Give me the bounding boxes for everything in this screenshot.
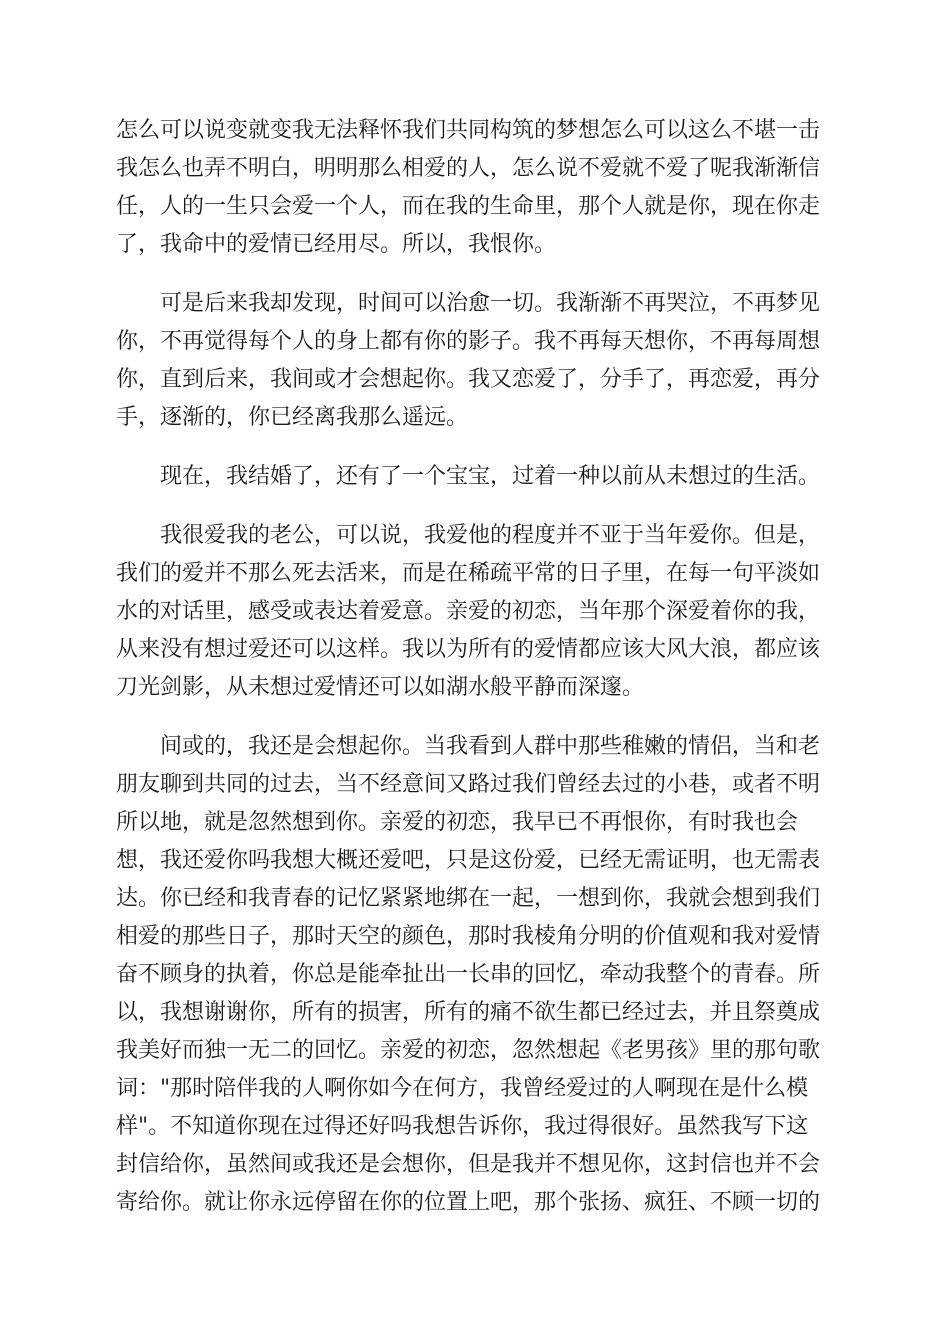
paragraph-spacer: [116, 264, 836, 285]
text-line: 寄给你。就让你永远停留在你的位置上吧，那个张扬、疯狂、不顾一切的: [116, 1190, 821, 1215]
text-line: 我很爱我的老公，可以说，我爱他的程度并不亚于当年爱你。但是，: [160, 523, 821, 548]
paragraph-spacer: [116, 496, 836, 517]
text-line: 封信给你，虽然间或我还是会想你，但是我并不想见你，这封信也并不会: [116, 1152, 821, 1177]
text-line: 我美好而独一无二的回忆。亲爱的初恋，忽然想起《老男孩》里的那句歌: [116, 1038, 821, 1063]
document-body: [116, 112, 836, 1222]
text-line: 间或的，我还是会想起你。当我看到人群中那些稚嫩的情侣，当和老: [160, 734, 821, 759]
text-line: 现在，我结婚了，还有了一个宝宝，过着一种以前从未想过的生活。: [160, 464, 821, 489]
paragraph-spacer: [116, 707, 836, 728]
text-line: 达。你已经和我青春的记忆紧紧地绑在一起，一想到你，我就会想到我们: [116, 886, 821, 911]
text-line: 任，人的一生只会爱一个人，而在我的生命里，那个人就是你，现在你走: [116, 194, 821, 219]
text-line: 你，直到后来，我间或才会想起你。我又恋爱了，分手了，再恋爱，再分: [116, 367, 821, 392]
text-line: 以，我想谢谢你，所有的损害，所有的痛不欲生都已经过去，并且祭奠成: [116, 1000, 821, 1025]
paragraph-4: [116, 517, 836, 707]
text-line: 手，逐渐的，你已经离我那么遥远。: [116, 405, 469, 430]
text-line: 我们的爱并不那么死去活来，而是在稀疏平常的日子里，在每一句平淡如: [116, 561, 821, 586]
paragraph-3: [116, 458, 836, 496]
text-line: 可是后来我却发现，时间可以治愈一切。我渐渐不再哭泣，不再梦见: [160, 291, 821, 316]
text-line: 你，不再觉得每个人的身上都有你的影子。我不再每天想你，不再每周想: [116, 329, 821, 354]
text-line: 奋不顾身的执着，你总是能牵扯出一长串的回忆，牵动我整个的青春。所: [116, 962, 821, 987]
text-line: 所以地，就是忽然想到你。亲爱的初恋，我早已不再恨你，有时我也会: [116, 810, 799, 835]
text-line: 刀光剑影，从未想过爱情还可以如湖水般平静而深邃。: [116, 675, 645, 700]
text-line: 水的对话里，感受或表达着爱意。亲爱的初恋，当年那个深爱着你的我，: [116, 599, 821, 624]
paragraph-spacer: [116, 437, 836, 458]
text-line: 样"。不知道你现在过得还好吗我想告诉你，我过得很好。虽然我写下这: [116, 1114, 809, 1139]
paragraph-5: [116, 728, 836, 1222]
text-line: 了，我命中的爱情已经用尽。所以，我恨你。: [116, 232, 557, 257]
text-line: 想，我还爱你吗我想大概还爱吧，只是这份爱，已经无需证明，也无需表: [116, 848, 821, 873]
paragraph-1: [116, 112, 836, 264]
text-line: 相爱的那些日子，那时天空的颜色，那时我棱角分明的价值观和我对爱情: [116, 924, 821, 949]
text-line: 从来没有想过爱还可以这样。我以为所有的爱情都应该大风大浪，都应该: [116, 637, 821, 662]
text-line: 朋友聊到共同的过去，当不经意间又路过我们曾经去过的小巷，或者不明: [116, 772, 821, 797]
paragraph-2: [116, 285, 836, 437]
text-line: 我怎么也弄不明白，明明那么相爱的人，怎么说不爱就不爱了呢我渐渐信: [116, 156, 821, 181]
text-line: 怎么可以说变就变我无法释怀我们共同构筑的梦想怎么可以这么不堪一击: [116, 118, 821, 143]
text-line: 词："那时陪伴我的人啊你如今在何方，我曾经爱过的人啊现在是什么模: [116, 1076, 809, 1101]
